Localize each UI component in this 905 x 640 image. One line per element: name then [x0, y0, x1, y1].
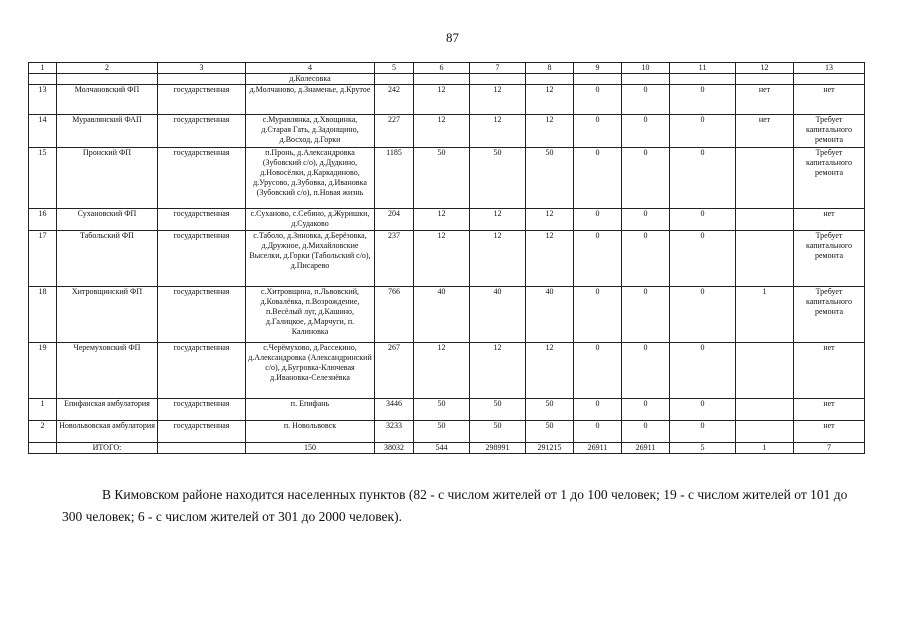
facility-name-cell: Новольвовская амбулатория	[57, 421, 158, 443]
row-number-cell: 15	[29, 148, 57, 209]
value-cell: нет	[736, 115, 794, 148]
value-cell: 0	[574, 148, 622, 209]
value-cell: 0	[574, 287, 622, 343]
header-cell: 2	[57, 63, 158, 74]
status-cell: нет	[794, 209, 865, 231]
header-cell: 11	[670, 63, 736, 74]
header-cell: 10	[622, 63, 670, 74]
places-cell: п. Новольвовск	[246, 421, 375, 443]
total-row	[29, 443, 865, 454]
total-value-cell: 1	[736, 443, 794, 454]
ownership-type-cell: государственная	[158, 85, 246, 115]
value-cell: 0	[622, 287, 670, 343]
value-cell: 0	[670, 85, 736, 115]
header-cell: 7	[470, 63, 526, 74]
status-cell: Требует капитального ремонта	[794, 287, 865, 343]
table-header-row	[29, 63, 865, 74]
value-cell: 50	[470, 148, 526, 209]
status-cell: Требует капитального ремонта	[794, 231, 865, 287]
population-cell: 267	[375, 343, 414, 399]
status-cell: нет	[794, 399, 865, 421]
value-cell: 12	[470, 231, 526, 287]
value-cell: 0	[670, 287, 736, 343]
total-label-cell: ИТОГО:	[57, 443, 158, 454]
ownership-type-cell: государственная	[158, 209, 246, 231]
value-cell: 12	[470, 115, 526, 148]
table-row	[29, 115, 865, 148]
value-cell: 0	[622, 148, 670, 209]
total-value-cell: 291215	[526, 443, 574, 454]
population-cell: 766	[375, 287, 414, 343]
value-cell: 12	[526, 343, 574, 399]
places-cell: с.Черёмухово, д.Рассекино, д.Александровка (Александринский с/о), д.Бугровка-Ключевая д.Ивановка-Селезнёвка	[246, 343, 375, 399]
value-cell: 12	[414, 85, 470, 115]
row-number-cell: 14	[29, 115, 57, 148]
status-cell: нет	[794, 421, 865, 443]
population-cell: 3233	[375, 421, 414, 443]
row-number-cell: 1	[29, 399, 57, 421]
ownership-type-cell: государственная	[158, 231, 246, 287]
facility-name-cell: Черемуховский ФП	[57, 343, 158, 399]
value-cell: 0	[574, 209, 622, 231]
population-cell: 242	[375, 85, 414, 115]
row-number-cell: 16	[29, 209, 57, 231]
summary-paragraph: В Кимовском районе находится населенных пунктов (82 - с числом жителей от 1 до 100 человек; 19 - с числом жителей от 101 до 300 человек; 6 - с числом жителей от 301 до 2000 человек).	[62, 487, 848, 524]
facility-name-cell: Пронский ФП	[57, 148, 158, 209]
header-cell: 4	[246, 63, 375, 74]
value-cell: 50	[414, 148, 470, 209]
value-cell: 12	[414, 115, 470, 148]
value-cell: 0	[622, 231, 670, 287]
header-cell: 6	[414, 63, 470, 74]
value-cell: 12	[470, 343, 526, 399]
population-cell: 237	[375, 231, 414, 287]
value-cell: 0	[670, 399, 736, 421]
population-cell: 227	[375, 115, 414, 148]
header-cell: 9	[574, 63, 622, 74]
ownership-type-cell: государственная	[158, 343, 246, 399]
places-cell: с.Таболо, д.Зиновка, д.Берёзовка, д.Дружное, д.Михайловские Выселки, д.Горки (Табольский с/о), д.Писарево	[246, 231, 375, 287]
table-row	[29, 421, 865, 443]
population-cell: 3446	[375, 399, 414, 421]
population-cell: 1185	[375, 148, 414, 209]
header-cell: 1	[29, 63, 57, 74]
row-number-cell: 17	[29, 231, 57, 287]
table-row	[29, 148, 865, 209]
value-cell: 50	[414, 421, 470, 443]
places-cell: п. Епифань	[246, 399, 375, 421]
value-cell: 12	[526, 115, 574, 148]
value-cell: 50	[470, 421, 526, 443]
ownership-type-cell: государственная	[158, 115, 246, 148]
value-cell: 50	[470, 399, 526, 421]
total-value-cell: 7	[794, 443, 865, 454]
total-value-cell: 38032	[375, 443, 414, 454]
value-cell: 40	[470, 287, 526, 343]
total-value-cell: 298991	[470, 443, 526, 454]
value-cell	[736, 343, 794, 399]
value-cell: 0	[622, 399, 670, 421]
status-cell: Требует капитального ремонта	[794, 115, 865, 148]
value-cell	[736, 231, 794, 287]
header-cell: 5	[375, 63, 414, 74]
table-row	[29, 399, 865, 421]
value-cell: 0	[622, 85, 670, 115]
ownership-type-cell: государственная	[158, 399, 246, 421]
value-cell: 0	[622, 343, 670, 399]
places-cell: с.Хитровщина, п.Львовский, д.Ковалёвка, п.Возрождение, п.Весёлый луг, д.Кашино, д.Галицкое, д.Марчуги, п. Калиновка	[246, 287, 375, 343]
value-cell: нет	[736, 85, 794, 115]
total-value-cell: 26911	[622, 443, 670, 454]
row-number-cell: 19	[29, 343, 57, 399]
population-cell: 204	[375, 209, 414, 231]
header-cell: 3	[158, 63, 246, 74]
value-cell: 0	[670, 115, 736, 148]
total-empty-cell	[29, 443, 57, 454]
value-cell: 0	[670, 343, 736, 399]
value-cell: 0	[574, 231, 622, 287]
value-cell: 12	[526, 231, 574, 287]
value-cell: 12	[414, 343, 470, 399]
value-cell	[736, 209, 794, 231]
value-cell: 40	[526, 287, 574, 343]
data-table	[28, 62, 865, 454]
status-cell: нет	[794, 85, 865, 115]
value-cell: 12	[414, 209, 470, 231]
row-number-cell: 13	[29, 85, 57, 115]
value-cell: 0	[622, 115, 670, 148]
header-cell: 12	[736, 63, 794, 74]
value-cell: 50	[526, 421, 574, 443]
value-cell: 0	[670, 148, 736, 209]
value-cell: 0	[622, 209, 670, 231]
value-cell: 0	[574, 343, 622, 399]
status-cell: нет	[794, 343, 865, 399]
table-row	[29, 343, 865, 399]
value-cell: 0	[574, 85, 622, 115]
value-cell: 12	[470, 209, 526, 231]
facility-name-cell: Хитровщинский ФП	[57, 287, 158, 343]
facility-name-cell: Епифанская амбулатория	[57, 399, 158, 421]
value-cell: 40	[414, 287, 470, 343]
table-row	[29, 85, 865, 115]
ownership-type-cell: государственная	[158, 287, 246, 343]
value-cell: 12	[526, 209, 574, 231]
table-row	[29, 231, 865, 287]
value-cell: 50	[414, 399, 470, 421]
total-value-cell: 544	[414, 443, 470, 454]
value-cell: 1	[736, 287, 794, 343]
facility-name-cell: Муравлянский ФАП	[57, 115, 158, 148]
value-cell: 0	[670, 421, 736, 443]
places-cell: п.Пронь, д.Александровка (Зубовский с/о), д.Дудкино, д.Новосёлки, д.Каркадиново, д.Урусово, д.Зубовка, д.Ивановка (Зубовский с/о), п.Новая жизнь	[246, 148, 375, 209]
places-cell: с.Муравлянка, д.Хвощинка, д.Старая Гать, д.Задонщино, д.Восход, д.Горки	[246, 115, 375, 148]
ownership-type-cell: государственная	[158, 421, 246, 443]
page-number: 87	[446, 30, 459, 45]
value-cell: 0	[574, 399, 622, 421]
header-cell: 8	[526, 63, 574, 74]
value-cell: 0	[574, 115, 622, 148]
total-value-cell: 26911	[574, 443, 622, 454]
facility-name-cell: Сухановский ФП	[57, 209, 158, 231]
value-cell: 0	[670, 231, 736, 287]
continuation-row	[29, 74, 865, 85]
facility-name-cell: Табольский ФП	[57, 231, 158, 287]
total-value-cell: 150	[246, 443, 375, 454]
value-cell: 50	[526, 148, 574, 209]
table-row	[29, 287, 865, 343]
row-number-cell: 2	[29, 421, 57, 443]
value-cell: 50	[526, 399, 574, 421]
total-value-cell: 5	[670, 443, 736, 454]
row-number-cell: 18	[29, 287, 57, 343]
places-cell: д.Колесовка	[246, 74, 375, 85]
table-body	[29, 63, 865, 454]
value-cell	[736, 399, 794, 421]
total-empty-cell	[158, 443, 246, 454]
value-cell: 12	[526, 85, 574, 115]
ownership-type-cell: государственная	[158, 148, 246, 209]
places-cell: с.Суханово, с.Себино, д.Журишки, д.Судаково	[246, 209, 375, 231]
value-cell	[736, 148, 794, 209]
value-cell: 12	[414, 231, 470, 287]
table-row	[29, 209, 865, 231]
status-cell: Требует капитального ремонта	[794, 148, 865, 209]
value-cell	[736, 421, 794, 443]
value-cell: 0	[670, 209, 736, 231]
value-cell: 0	[574, 421, 622, 443]
value-cell: 12	[470, 85, 526, 115]
value-cell: 0	[622, 421, 670, 443]
header-cell: 13	[794, 63, 865, 74]
facility-name-cell: Молчановский ФП	[57, 85, 158, 115]
places-cell: д.Молчаново, д.Знаменье, д.Крутое	[246, 85, 375, 115]
